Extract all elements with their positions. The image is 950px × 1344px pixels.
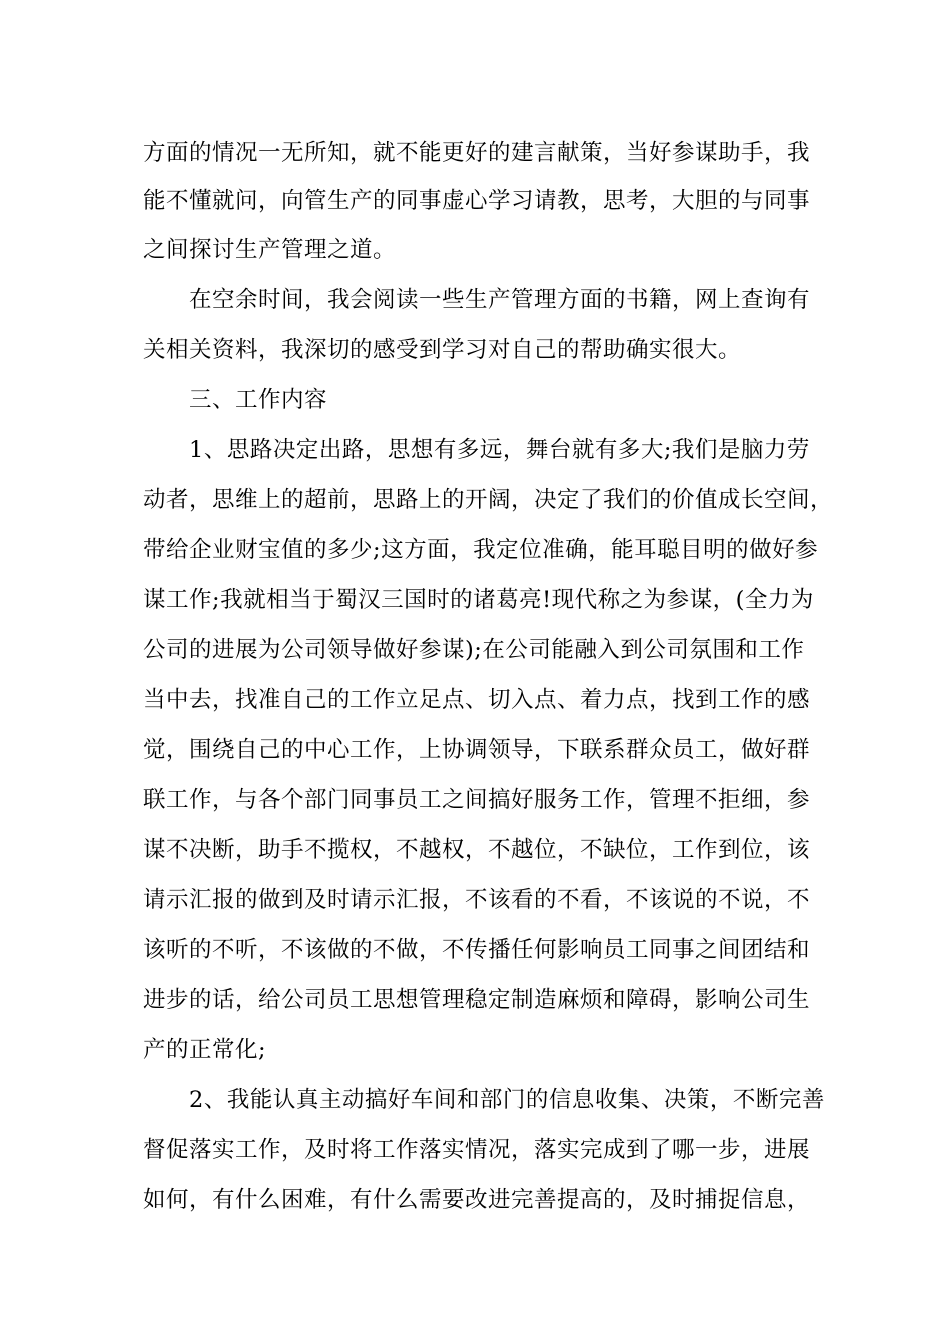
text-line: 之间探讨生产管理之道。 <box>143 237 397 263</box>
text-line: 方面的情况一无所知，就不能更好的建言献策，当好参谋助手，我 <box>143 140 811 166</box>
text-line: 2、我能认真主动搞好车间和部门的信息收集、决策，不断完善 <box>143 1087 825 1113</box>
text-line: 关相关资料，我深切的感受到学习对自己的帮助确实很大。 <box>143 337 742 363</box>
section-heading: 三、工作内容 <box>143 387 328 413</box>
text-line: 带给企业财宝值的多少;这方面，我定位准确，能耳聪目明的做好参 <box>143 537 819 563</box>
text-line: 动者，思维上的超前，思路上的开阔，决定了我们的价值成长空间， <box>143 487 834 513</box>
text-line: 当中去，找准自己的工作立足点、切入点、着力点，找到工作的感 <box>143 687 811 713</box>
text-line: 1、思路决定出路，思想有多远，舞台就有多大;我们是脑力劳 <box>143 437 810 463</box>
text-line: 觉，围绕自己的中心工作，上协调领导，下联系群众员工，做好群 <box>143 737 811 763</box>
text-line: 公司的进展为公司领导做好参谋);在公司能融入到公司氛围和工作 <box>143 637 805 663</box>
text-line: 进步的话，给公司员工思想管理稳定制造麻烦和障碍，影响公司生 <box>143 987 811 1013</box>
text-line: 在空余时间，我会阅读一些生产管理方面的书籍，网上查询有 <box>143 287 811 313</box>
text-line: 产的正常化; <box>143 1037 267 1063</box>
text-line: 督促落实工作，及时将工作落实情况，落实完成到了哪一步，进展 <box>143 1137 811 1163</box>
text-line: 如何，有什么困难，有什么需要改进完善提高的，及时捕捉信息， <box>143 1187 811 1213</box>
text-line: 谋不决断，助手不揽权，不越权，不越位，不缺位，工作到位，该 <box>143 837 811 863</box>
text-line: 联工作，与各个部门同事员工之间搞好服务工作，管理不拒细，参 <box>143 787 811 813</box>
text-line: 能不懂就问，向管生产的同事虚心学习请教，思考，大胆的与同事 <box>143 188 811 214</box>
text-line: 谋工作;我就相当于蜀汉三国时的诸葛亮!现代称之为参谋，(全力为 <box>143 587 814 613</box>
text-line: 请示汇报的做到及时请示汇报，不该看的不看，不该说的不说，不 <box>143 887 811 913</box>
text-line: 该听的不听，不该做的不做，不传播任何影响员工同事之间团结和 <box>143 937 811 963</box>
